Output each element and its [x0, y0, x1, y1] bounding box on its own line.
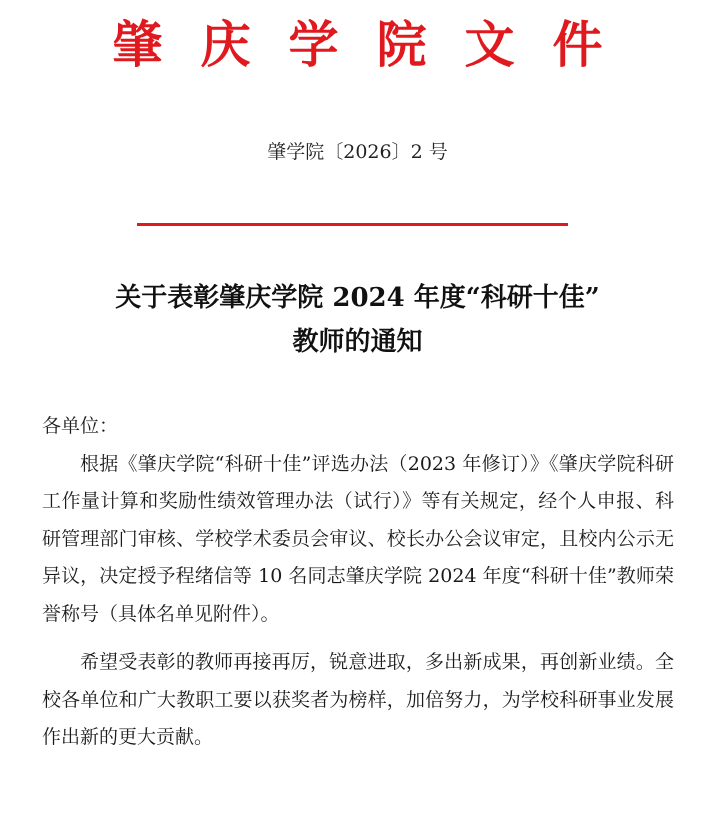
- body-paragraph-2: 希望受表彰的教师再接再厉，锐意进取，多出新成果，再创新业绩。全校各单位和广大教职工要以获奖者为榜样，加倍努力，为学校科研事业发展作出新的更大贡献。: [42, 651, 674, 748]
- document-masthead: 肇庆学院文件: [112, 15, 641, 74]
- notice-title: [0, 276, 715, 364]
- notice-title-line-2: 教师的通知: [292, 327, 423, 357]
- notice-title-line-1: 关于表彰肇庆学院 2024 年度“科研十佳”: [115, 283, 600, 313]
- red-divider-rule: [137, 223, 568, 226]
- notice-body: [42, 408, 674, 757]
- body-paragraph-1: 根据《肇庆学院“科研十佳”评选办法（2023 年修订）》《肇庆学院科研工作量计算和奖励性绩效管理办法（试行）》等有关规定，经个人申报、科研管理部门审核、学校学术委员会审议、校长办公会议审定，且校内公示无异议，决定授予程绪信等 10 名同志肇庆学院 2024 年度“科研十佳”教师荣誉称号（具体名单见附件）。: [42, 452, 674, 625]
- document-number: 肇学院〔2026〕2 号: [267, 141, 448, 163]
- salutation: 各单位：: [42, 415, 119, 437]
